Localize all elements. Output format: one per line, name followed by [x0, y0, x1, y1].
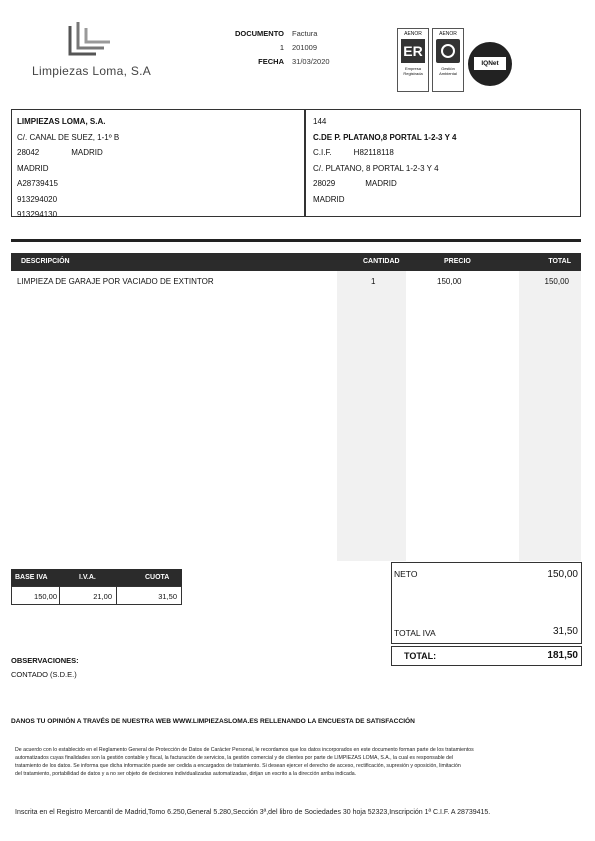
survey-text: DANOS TU OPINIÓN A TRAVÉS DE NUESTRA WEB WWW.LIMPIEZASLOMA.ES RELLENANDO LA ENCUESTA DE SATISFACCIÓN: [11, 718, 415, 725]
observations-text: CONTADO (S.D.E.): [11, 670, 77, 679]
client-cif-label: C.I.F.: [313, 148, 332, 157]
issuer-city: MADRID: [71, 148, 103, 157]
header-quantity: CANTIDAD: [363, 258, 400, 265]
iqnet-cert: [468, 42, 512, 86]
divider-line: [11, 239, 581, 242]
er-icon: ER: [401, 39, 425, 63]
doc-number-label: 1: [279, 43, 284, 52]
company-logo-mark: [66, 20, 116, 60]
client-cif: H82118118: [353, 148, 394, 157]
grand-total-box: [391, 646, 582, 666]
client-postal: 28029: [313, 179, 336, 188]
row-price: 150,00: [437, 277, 462, 286]
table-row: [11, 277, 581, 291]
tax-cuota: 31,50: [158, 592, 177, 601]
row-description: LIMPIEZA DE GARAJE POR VACIADO DE EXTINTOR: [17, 277, 214, 286]
doc-number: 201009: [292, 43, 318, 52]
client-street: C/. PLATANO, 8 PORTAL 1-2-3 Y 4: [313, 163, 439, 173]
issuer-phone1: 913294020: [17, 194, 58, 204]
tax-header-cuota: CUOTA: [145, 574, 170, 581]
neto-label: NETO: [394, 569, 418, 579]
total-iva-value: 31,50: [552, 626, 578, 637]
aenor-er-cert: [397, 28, 429, 92]
issuer-province: MADRID: [17, 163, 49, 173]
aenor2-caption: Gestión Ambiental: [439, 66, 457, 76]
aenor1-caption: Empresa Registrada: [403, 66, 423, 76]
company-logo: [66, 20, 116, 60]
observations-label: OBSERVACIONES:: [11, 656, 79, 665]
doc-date: 31/03/2020: [292, 57, 330, 66]
privacy-line-3: tratamiento de los datos. Se informa que dicha información puede ser cedida a encargados de tratamiento. Si desean ejercer el derecho de acceso, rectificación, supresión y oposición, limitación: [15, 763, 461, 769]
row-quantity: 1: [371, 277, 376, 286]
header-description: DESCRIPCIÓN: [21, 258, 70, 265]
registry-text: Inscrita en el Registro Mercantil de Madrid,Tomo 6.250,General 5.280,Sección 3ª,del libro de Sociedades 30 hoja 52323,Inscripción 1ª C.I.F. A 28739415.: [15, 809, 491, 816]
items-table: [11, 253, 581, 561]
client-city: MADRID: [365, 179, 397, 188]
header-price: PRECIO: [444, 258, 471, 265]
privacy-notice: [15, 746, 575, 778]
client-postal-city: [313, 176, 573, 192]
issuer-phone2: 913294130: [17, 210, 58, 219]
privacy-line-4: del tratamiento, portabilidad de datos y a no ser objeto de decisiones individualizadas automatizadas, dirijan un escrito a la dirección arriba indicada.: [15, 771, 357, 777]
client-code: 144: [313, 117, 327, 126]
total-iva-label: TOTAL IVA: [394, 628, 436, 638]
client-cif-row: [313, 145, 573, 161]
tax-header: [11, 569, 182, 586]
aenor2-top: AENOR: [439, 31, 457, 37]
grand-total-label: TOTAL:: [404, 651, 437, 661]
client-name: C.DE P. PLATANO,8 PORTAL 1-2-3 Y 4: [313, 132, 457, 142]
neto-value: 150,00: [547, 569, 578, 580]
document-meta: [222, 27, 352, 69]
grand-total-value: 181,50: [547, 650, 578, 661]
date-label: FECHA: [258, 57, 284, 66]
client-province: MADRID: [313, 194, 345, 204]
table-header: [11, 253, 581, 271]
issuer-cif: A28739415: [17, 179, 58, 188]
company-logo-text: Limpiezas Loma, S.A: [32, 64, 152, 78]
tax-header-base: BASE IVA: [15, 574, 48, 581]
client-box: [305, 109, 581, 217]
iqnet-icon: IQNet: [474, 57, 506, 70]
privacy-line-2: automatizados cuyas finalidades son la gestión contable y fiscal, la facturación de servicios, la gestión comercial y de clientes por parte de LIMPIEZAS LOMA, S.A., la cual es responsable del: [15, 755, 453, 761]
aenor-ga-cert: [432, 28, 464, 92]
header-total: TOTAL: [548, 258, 571, 265]
tax-base: 150,00: [34, 592, 57, 601]
issuer-postal-city: [17, 145, 299, 161]
total-column: [519, 271, 581, 561]
totals-box: [391, 562, 582, 644]
qty-column: [337, 271, 406, 561]
issuer-box: [11, 109, 305, 217]
aenor1-top: AENOR: [404, 31, 422, 37]
environment-icon: [436, 39, 460, 63]
tax-iva: 21,00: [93, 592, 112, 601]
privacy-line-1: De acuerdo con lo establecido en el Reglamento General de Protección de Datos de Carácter Personal, le recordamos que los datos incorporados en este documento forman parte de los tratamientos: [15, 747, 474, 753]
issuer-street: C/. CANAL DE SUEZ, 1-1º B: [17, 132, 120, 142]
tax-row: [11, 586, 182, 605]
tax-table: [11, 569, 182, 605]
doc-type: Factura: [292, 29, 318, 38]
doc-label: DOCUMENTO: [234, 29, 284, 38]
issuer-postal: 28042: [17, 148, 40, 157]
tax-header-iva: I.V.A.: [79, 574, 96, 581]
observations: [11, 654, 79, 682]
row-total: 150,00: [544, 277, 569, 286]
issuer-name: LIMPIEZAS LOMA, S.A.: [17, 117, 106, 126]
